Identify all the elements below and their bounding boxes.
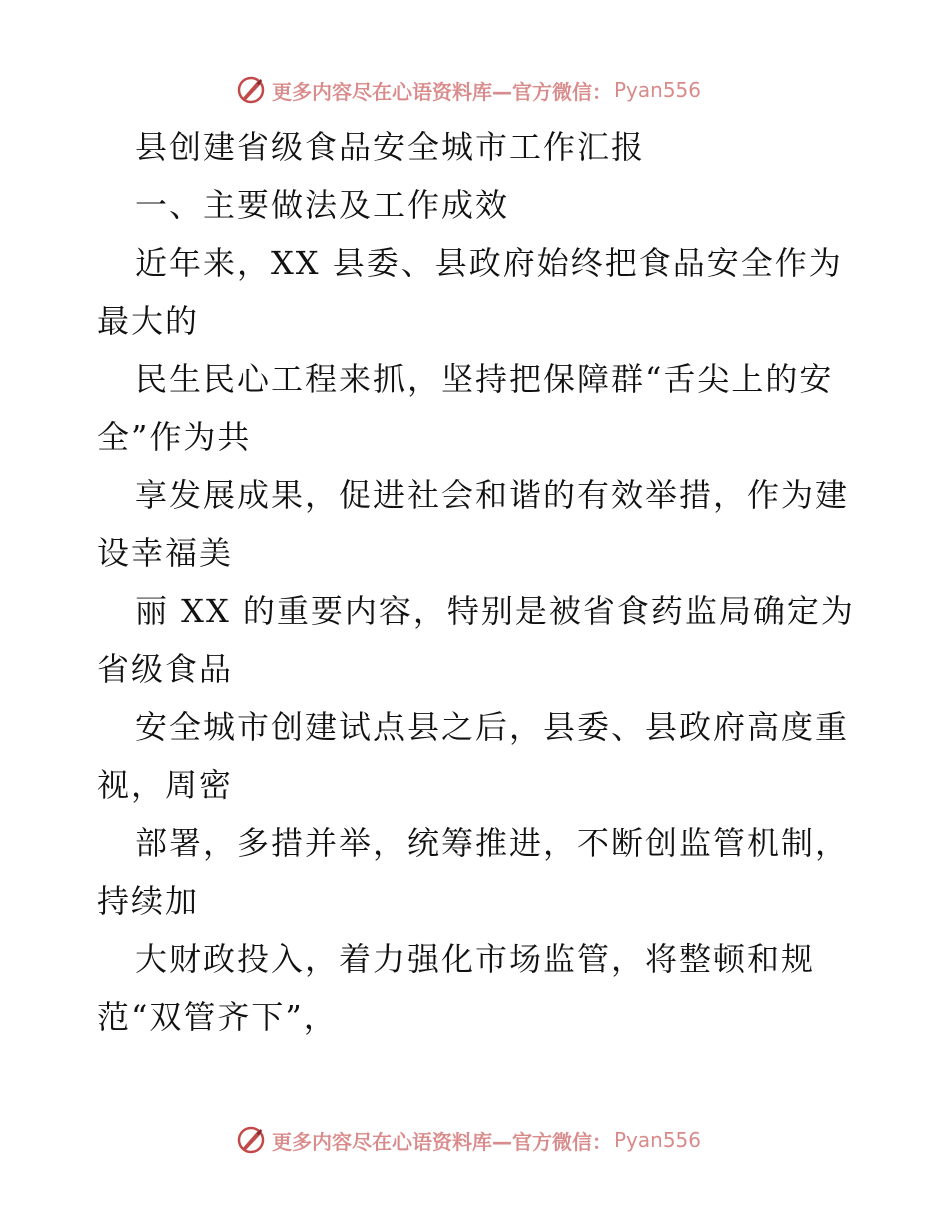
watermark-wechat-id: Pyan556 [614,1128,702,1152]
watermark-wechat-id: Pyan556 [614,78,702,102]
paragraph-line: 最大的 [97,302,200,340]
section-heading: 一、主要做法及工作成效 [135,186,510,224]
paragraph-line: 设幸福美 [97,534,234,572]
paragraph-line: 安全城市创建试点县之后，县委、县政府高度重 [135,708,850,746]
watermark-text: 更多内容尽在心语资料库—官方微信： [272,79,612,104]
watermark-text: 更多内容尽在心语资料库—官方微信： [272,1129,612,1154]
paragraph-line: 范“双管齐下”， [97,998,338,1036]
paragraph-line: 持续加 [97,882,200,920]
paragraph-line: 部署，多措并举，统筹推进，不断创监管机制， [135,824,850,862]
paragraph-line: 视，周密 [97,766,234,804]
quill-pen-logo-icon [236,1125,266,1155]
paragraph-line: 民生民心工程来抓，坚持把保障群“舌尖上的安 [135,360,834,398]
footer-watermark [236,1123,701,1157]
paragraph-line: 丽 XX 的重要内容，特别是被省食药监局确定为 [135,592,855,630]
document-title: 县创建省级食品安全城市工作汇报 [135,128,646,166]
paragraph-line: 省级食品 [97,650,234,688]
paragraph-line: 大财政投入，着力强化市场监管，将整顿和规 [135,940,816,978]
paragraph-line: 享发展成果，促进社会和谐的有效举措，作为建 [135,476,850,514]
paragraph-line: 全”作为共 [97,418,252,456]
header-watermark [236,73,701,107]
quill-pen-logo-icon [236,75,266,105]
paragraph-line: 近年来，XX 县委、县政府始终把食品安全作为 [135,244,843,282]
